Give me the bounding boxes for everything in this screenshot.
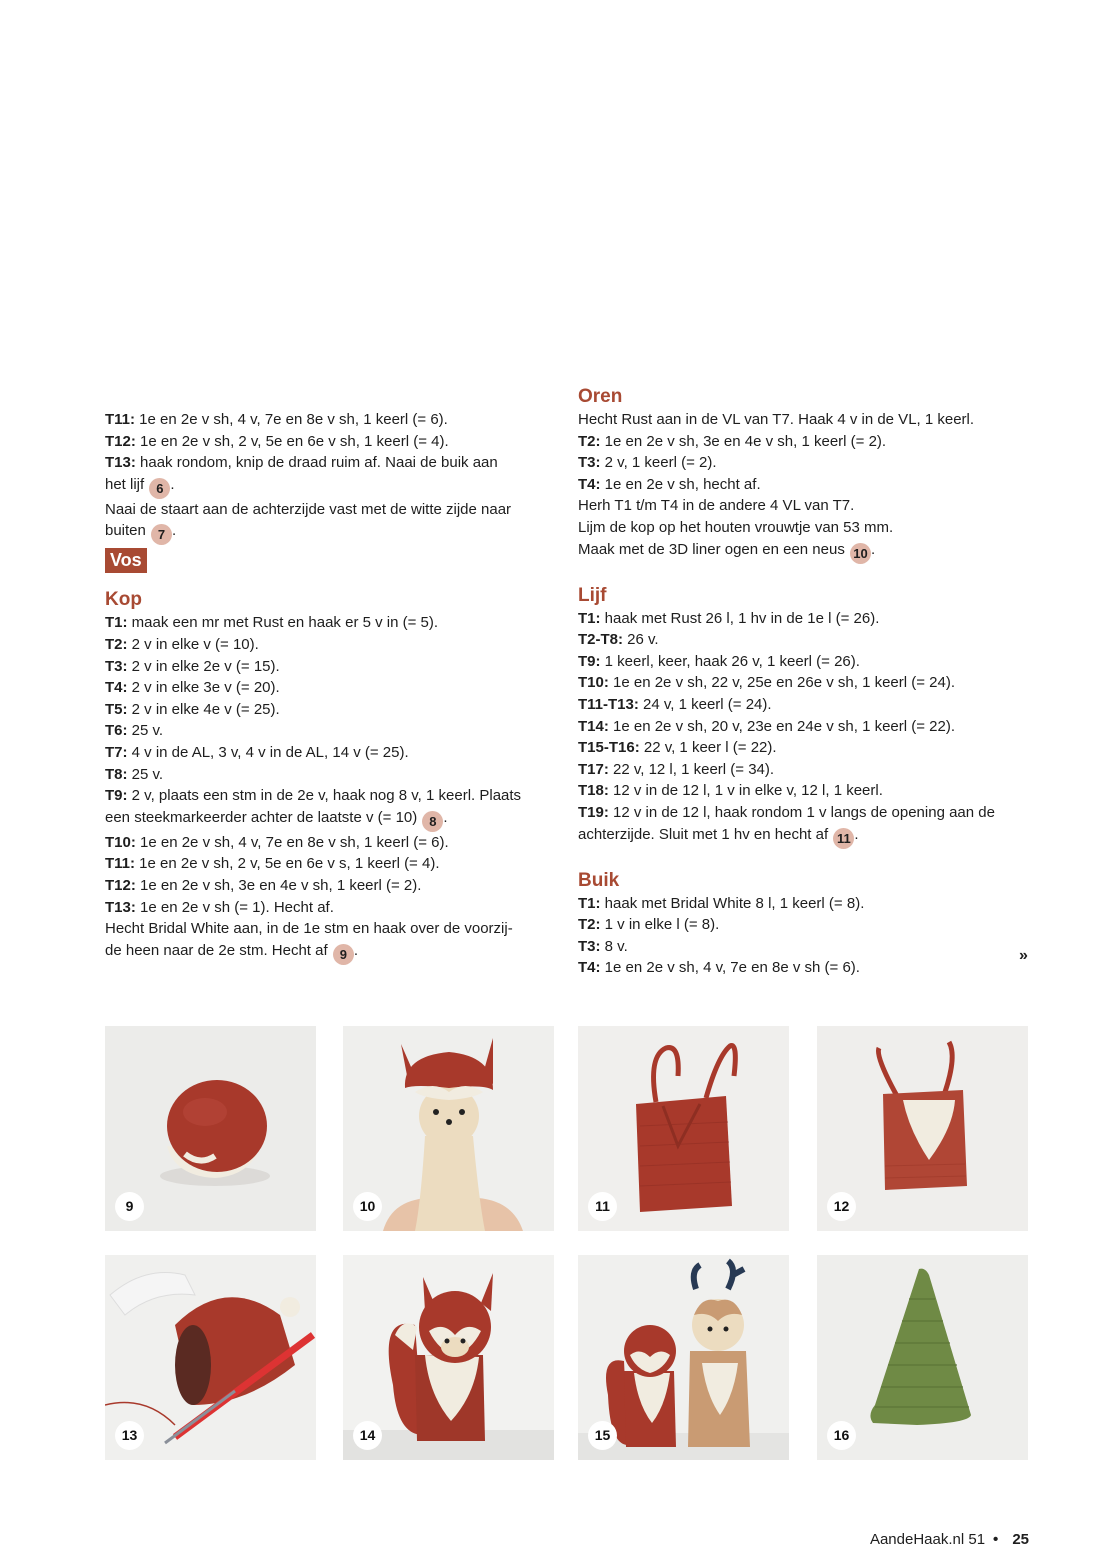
instruction-line xyxy=(105,474,560,499)
round-label: T2: xyxy=(578,916,601,934)
instruction-punctuation: . xyxy=(871,540,876,558)
instruction-line xyxy=(105,853,560,875)
instruction-text: Lijm de kop op het houten vrouwtje van 53 mm. xyxy=(578,518,894,536)
instruction-line xyxy=(578,893,1038,915)
round-label: T11: xyxy=(105,411,136,428)
instruction-text: 2 v, plaats een stm in de 2e v, haak nog 8 v, 1 keerl. Plaats xyxy=(127,787,522,805)
round-label: T3: xyxy=(578,454,601,472)
photo-number: 10 xyxy=(353,1192,382,1221)
round-label: T15-T16: xyxy=(578,739,640,757)
section-label-vos: Vos xyxy=(105,548,147,573)
instruction-text: haak rondom, knip de draad ruim af. Naai de buik aan xyxy=(135,454,498,472)
instruction-punctuation: . xyxy=(353,941,358,959)
photo-14 xyxy=(343,1255,554,1460)
instruction-text: Hecht Rust aan in de VL van T7. Haak 4 v in de VL, 1 keerl. xyxy=(578,411,975,428)
photo-9 xyxy=(105,1026,316,1231)
instruction-text: 2 v in elke 2e v (= 15). xyxy=(127,657,280,675)
instruction-line xyxy=(105,720,560,742)
right-column xyxy=(578,386,1038,979)
instruction-text: haak met Bridal White 8 l, 1 keerl (= 8). xyxy=(600,894,865,912)
round-label: T3: xyxy=(578,937,601,955)
instruction-line xyxy=(105,875,560,897)
round-label: T14: xyxy=(578,717,609,735)
photo-number: 16 xyxy=(827,1421,856,1450)
instruction-text: 1 v in elke l (= 8). xyxy=(600,916,720,934)
kop-instructions xyxy=(105,612,560,964)
round-label: T17: xyxy=(578,760,609,778)
instruction-punctuation: . xyxy=(172,522,177,540)
instruction-text: haak met Rust 26 l, 1 hv in de 1e l (= 26). xyxy=(600,609,880,627)
round-label: T1: xyxy=(578,894,601,912)
instruction-line xyxy=(105,452,560,474)
instruction-text: 1e en 2e v sh (= 1). Hecht af. xyxy=(135,898,334,916)
photo-13 xyxy=(105,1255,316,1460)
pre-section-lines xyxy=(105,409,560,545)
instruction-line xyxy=(578,759,1038,781)
instruction-text: 1e en 2e v sh, 3e en 4e v sh, 1 keerl (= 2). xyxy=(600,432,887,450)
instruction-text: 22 v, 1 keer l (= 22). xyxy=(639,739,777,757)
instruction-punctuation: . xyxy=(170,475,175,493)
oren-heading: Oren xyxy=(578,386,623,407)
instruction-line xyxy=(578,539,1038,564)
instruction-text: 4 v in de AL, 3 v, 4 v in de AL, 14 v (= 25). xyxy=(127,743,409,761)
instruction-text: 1e en 2e v sh, 4 v, 7e en 8e v sh, 1 keerl (= 6). xyxy=(135,411,448,428)
round-label: T13: xyxy=(105,454,136,472)
instruction-text: 25 v. xyxy=(127,722,164,740)
instruction-line xyxy=(105,832,560,854)
photo-10 xyxy=(343,1026,554,1231)
round-label: T10: xyxy=(105,833,136,851)
footer-separator: • xyxy=(993,1531,999,1548)
instruction-line xyxy=(105,634,560,656)
kop-heading: Kop xyxy=(105,589,142,611)
instruction-text: 1e en 2e v sh, 3e en 4e v sh, 1 keerl (= 2). xyxy=(135,876,422,894)
instruction-line xyxy=(105,764,560,786)
round-label: T1: xyxy=(105,614,128,632)
left-column xyxy=(105,409,560,965)
instruction-line xyxy=(105,940,560,965)
round-label: T2: xyxy=(105,635,128,653)
round-label: T11: xyxy=(105,855,136,873)
instruction-text: 8 v. xyxy=(600,937,628,955)
photo-number: 15 xyxy=(588,1421,617,1450)
instruction-text: Maak met de 3D liner ogen en een neus xyxy=(578,540,850,558)
lijf-instructions xyxy=(578,608,1038,849)
instruction-text: 1e en 2e v sh, hecht af. xyxy=(600,475,761,493)
photo-16 xyxy=(817,1255,1028,1460)
instruction-text: de heen naar de 2e stm. Hecht af xyxy=(105,941,332,959)
instruction-text: 2 v in elke 4e v (= 25). xyxy=(127,700,280,718)
instruction-line xyxy=(105,431,560,453)
photo-reference-marker: 9 xyxy=(333,944,354,965)
instruction-text: 1e en 2e v sh, 2 v, 5e en 6e v s, 1 keerl (= 4). xyxy=(135,855,440,873)
round-label: T18: xyxy=(578,782,609,800)
instruction-line xyxy=(105,918,560,940)
continue-arrow: » xyxy=(1019,947,1028,964)
photo-reference-marker: 10 xyxy=(850,543,871,564)
photo-reference-marker: 11 xyxy=(833,828,854,849)
photo-number: 9 xyxy=(115,1192,144,1221)
photo-number: 14 xyxy=(353,1421,382,1450)
round-label: T12: xyxy=(105,876,136,894)
instruction-line xyxy=(578,474,1038,496)
instruction-text: maak een mr met Rust en haak er 5 v in (= 5). xyxy=(127,614,439,632)
instruction-line xyxy=(578,431,1038,453)
instruction-line xyxy=(578,914,1038,936)
buik-heading: Buik xyxy=(578,869,620,891)
round-label: T1: xyxy=(578,609,601,627)
instruction-line xyxy=(578,651,1038,673)
round-label: T10: xyxy=(578,674,609,692)
instruction-line xyxy=(578,694,1038,716)
instruction-text: 2 v in elke 3e v (= 20). xyxy=(127,679,280,697)
instruction-line xyxy=(578,936,1038,958)
instruction-line xyxy=(105,677,560,699)
round-label: T11-T13: xyxy=(578,695,639,713)
instruction-text: 12 v in de 12 l, haak rondom 1 v langs de opening aan de xyxy=(608,803,995,821)
instruction-text: 26 v. xyxy=(623,631,659,649)
round-label: T4: xyxy=(578,959,601,977)
instruction-line xyxy=(578,409,1038,431)
instruction-text: Herh T1 t/m T4 in de andere 4 VL van T7. xyxy=(578,497,855,515)
instruction-text: 1e en 2e v sh, 2 v, 5e en 6e v sh, 1 keerl (= 4). xyxy=(135,432,449,450)
instruction-line xyxy=(105,499,560,521)
page-number: 25 xyxy=(1012,1531,1029,1548)
round-label: T19: xyxy=(578,803,609,821)
instruction-line xyxy=(105,785,560,807)
instruction-line xyxy=(578,608,1038,630)
lijf-heading: Lijf xyxy=(578,584,607,606)
instruction-line xyxy=(105,699,560,721)
instruction-line xyxy=(578,780,1038,802)
round-label: T9: xyxy=(105,787,128,805)
instruction-text: 12 v in de 12 l, 1 v in elke v, 12 l, 1 keerl. xyxy=(608,782,883,800)
instruction-text: 1 keerl, keer, haak 26 v, 1 keerl (= 26). xyxy=(600,652,860,670)
photo-number: 13 xyxy=(115,1421,144,1450)
instruction-text: 1e en 2e v sh, 20 v, 23e en 24e v sh, 1 keerl (= 22). xyxy=(608,717,956,735)
instruction-text: een steekmarkeerder achter de laatste v (= 10) xyxy=(105,808,422,826)
instruction-line xyxy=(105,807,560,832)
instruction-punctuation: . xyxy=(443,808,448,826)
instruction-line xyxy=(105,742,560,764)
instruction-text: Naai de staart aan de achterzijde vast met de witte zijde naar xyxy=(105,500,512,518)
instruction-text: 2 v in elke v (= 10). xyxy=(127,635,259,653)
magazine-name: AandeHaak.nl 51 xyxy=(869,1531,986,1548)
round-label: T8: xyxy=(105,765,128,783)
photo-15 xyxy=(578,1255,789,1460)
instruction-line xyxy=(105,520,560,545)
instruction-text: achterzijde. Sluit met 1 hv en hecht af xyxy=(578,825,833,843)
instruction-text: 1e en 2e v sh, 4 v, 7e en 8e v sh, 1 keerl (= 6). xyxy=(135,833,449,851)
round-label: T4: xyxy=(578,475,601,493)
instruction-line xyxy=(578,629,1038,651)
instruction-line xyxy=(578,802,1038,824)
oren-instructions xyxy=(578,409,1038,564)
photo-reference-marker: 8 xyxy=(422,811,443,832)
buik-instructions xyxy=(578,893,1038,979)
round-label: T2-T8: xyxy=(578,631,623,649)
instruction-line xyxy=(578,737,1038,759)
instruction-text: 22 v, 12 l, 1 keerl (= 34). xyxy=(608,760,775,778)
instruction-text: 2 v, 1 keerl (= 2). xyxy=(600,454,717,472)
instruction-line xyxy=(578,495,1038,517)
round-label: T5: xyxy=(105,700,128,718)
round-label: T2: xyxy=(578,432,601,450)
round-label: T9: xyxy=(578,652,601,670)
instruction-text: 1e en 2e v sh, 4 v, 7e en 8e v sh (= 6). xyxy=(600,959,860,977)
photo-number: 12 xyxy=(827,1192,856,1221)
photo-reference-marker: 7 xyxy=(151,524,172,545)
section-label-wrap xyxy=(105,548,560,575)
instruction-line xyxy=(578,716,1038,738)
instruction-line xyxy=(105,656,560,678)
photo-12 xyxy=(817,1026,1028,1231)
photo-number: 11 xyxy=(588,1192,617,1221)
instruction-text: buiten xyxy=(105,522,151,540)
round-label: T12: xyxy=(105,432,136,450)
instruction-text: 25 v. xyxy=(127,765,164,783)
round-label: T6: xyxy=(105,722,128,740)
instruction-line xyxy=(105,897,560,919)
page-footer xyxy=(870,1531,1029,1548)
round-label: T3: xyxy=(105,657,128,675)
instruction-line xyxy=(105,409,560,431)
photo-reference-marker: 6 xyxy=(149,478,170,499)
round-label: T4: xyxy=(105,679,128,697)
instruction-line xyxy=(578,957,1038,979)
instruction-line xyxy=(578,452,1038,474)
instruction-text: 24 v, 1 keerl (= 24). xyxy=(638,695,772,713)
instruction-line xyxy=(578,517,1038,539)
instruction-line xyxy=(105,612,560,634)
instruction-text: het lijf xyxy=(105,475,149,493)
instruction-text: 1e en 2e v sh, 22 v, 25e en 26e v sh, 1 keerl (= 24). xyxy=(608,674,956,692)
instruction-punctuation: . xyxy=(854,825,859,843)
round-label: T13: xyxy=(105,898,136,916)
round-label: T7: xyxy=(105,743,128,761)
photo-11 xyxy=(578,1026,789,1231)
instruction-line xyxy=(578,824,1038,849)
instruction-text: Hecht Bridal White aan, in de 1e stm en haak over de voorzij- xyxy=(105,920,513,938)
instruction-line xyxy=(578,672,1038,694)
